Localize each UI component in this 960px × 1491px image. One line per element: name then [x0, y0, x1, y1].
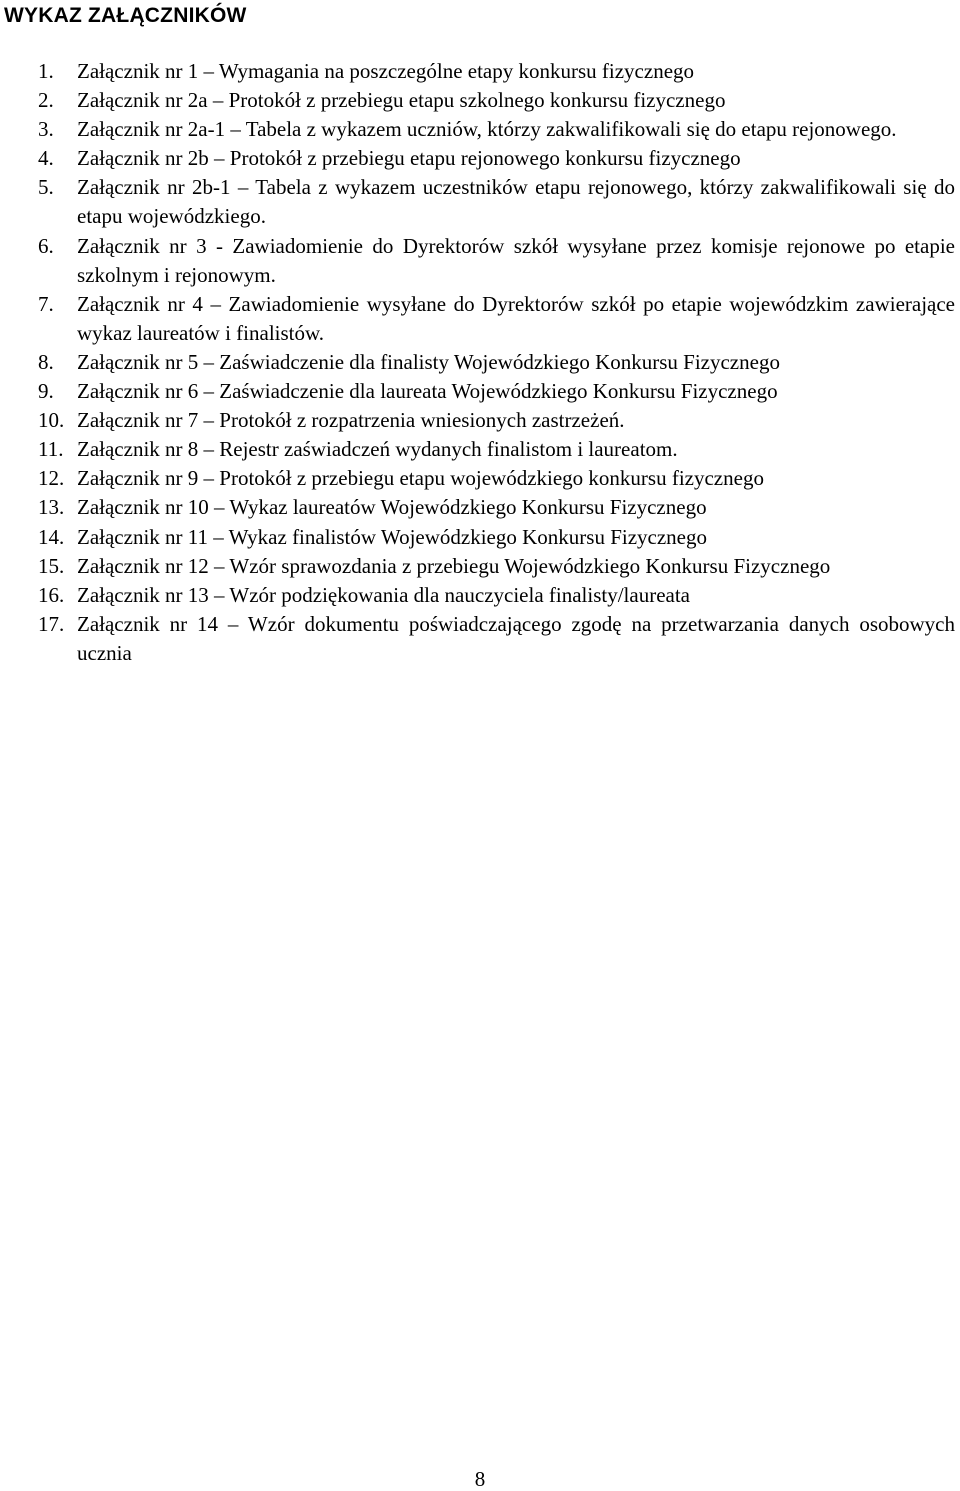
- list-item: [0, 86, 955, 115]
- item-text: Załącznik nr 12 – Wzór sprawozdania z przebiegu Wojewódzkiego Konkursu Fizycznego: [77, 553, 831, 578]
- item-text: Załącznik nr 7 – Protokół z rozpatrzenia wniesionych zastrzeżeń.: [77, 408, 625, 433]
- list-item: [0, 232, 955, 290]
- item-text: Załącznik nr 4 – Zawiadomienie wysyłane do Dyrektorów szkół po etapie wojewódzkim zawierające wykaz laureatów i finalistów.: [77, 291, 955, 345]
- page-number: 8: [474, 1467, 486, 1491]
- item-text: Załącznik nr 5 – Zaświadczenie dla finalisty Wojewódzkiego Konkursu Fizycznego: [77, 349, 780, 374]
- list-item: [0, 173, 955, 231]
- item-number: 7.: [38, 291, 54, 316]
- item-text: Załącznik nr 2b-1 – Tabela z wykazem uczestników etapu rejonowego, którzy zakwalifikowali się do etapu wojewódzkiego.: [77, 175, 955, 229]
- item-number: 14.: [38, 524, 65, 549]
- item-text: Załącznik nr 2b – Protokół z przebiegu etapu rejonowego konkursu fizycznego: [77, 146, 741, 171]
- item-number: 12.: [38, 466, 65, 491]
- item-text: Załącznik nr 3 - Zawiadomienie do Dyrektorów szkół wysyłane przez komisje rejonowe po etapie szkolnym i rejonowym.: [77, 233, 955, 287]
- item-text: Załącznik nr 1 – Wymagania na poszczególne etapy konkursu fizycznego: [77, 59, 695, 83]
- list-item: [0, 290, 955, 348]
- list-item: [0, 552, 955, 581]
- list-item: [0, 435, 955, 464]
- item-text: Załącznik nr 6 – Zaświadczenie dla laureata Wojewódzkiego Konkursu Fizycznego: [77, 379, 778, 404]
- item-text: Załącznik nr 13 – Wzór podziękowania dla nauczyciela finalisty/laureata: [77, 582, 690, 607]
- list-item: [0, 610, 955, 668]
- item-text: Załącznik nr 9 – Protokół z przebiegu etapu wojewódzkiego konkursu fizycznego: [77, 466, 764, 491]
- item-text: Załącznik nr 2a-1 – Tabela z wykazem uczniów, którzy zakwalifikowali się do etapu rejonowego.: [77, 117, 897, 142]
- item-number: 8.: [38, 349, 54, 374]
- item-number: 6.: [38, 233, 54, 258]
- item-number: 16.: [38, 582, 65, 607]
- list-item: [0, 144, 955, 173]
- item-number: 13.: [38, 495, 65, 520]
- list-item: [0, 464, 955, 493]
- item-number: 15.: [38, 553, 65, 578]
- item-text: Załącznik nr 10 – Wykaz laureatów Wojewódzkiego Konkursu Fizycznego: [77, 495, 707, 520]
- item-number: 4.: [38, 146, 54, 171]
- list-item: [0, 57, 955, 86]
- item-text: Załącznik nr 2a – Protokół z przebiegu etapu szkolnego konkursu fizycznego: [77, 88, 726, 113]
- list-item: [0, 406, 955, 435]
- item-number: 2.: [38, 88, 54, 113]
- document-heading: WYKAZ ZAŁĄCZNIKÓW: [4, 4, 247, 27]
- list-item: [0, 523, 955, 552]
- attachments-list: [0, 57, 955, 668]
- item-text: Załącznik nr 14 – Wzór dokumentu poświadczającego zgodę na przetwarzania danych osobowych ucznia: [77, 611, 955, 665]
- list-item: [0, 581, 955, 610]
- list-item: [0, 115, 955, 144]
- item-number: 1.: [38, 59, 54, 83]
- list-item: [0, 377, 955, 406]
- item-text: Załącznik nr 8 – Rejestr zaświadczeń wydanych finalistom i laureatom.: [77, 437, 678, 462]
- item-number: 9.: [38, 379, 54, 404]
- item-number: 10.: [38, 408, 65, 433]
- item-text: Załącznik nr 11 – Wykaz finalistów Wojewódzkiego Konkursu Fizycznego: [77, 524, 707, 549]
- item-number: 3.: [38, 117, 54, 142]
- item-number: 5.: [38, 175, 54, 200]
- list-item: [0, 493, 955, 522]
- item-number: 11.: [38, 437, 64, 462]
- list-item: [0, 348, 955, 377]
- item-number: 17.: [38, 611, 65, 636]
